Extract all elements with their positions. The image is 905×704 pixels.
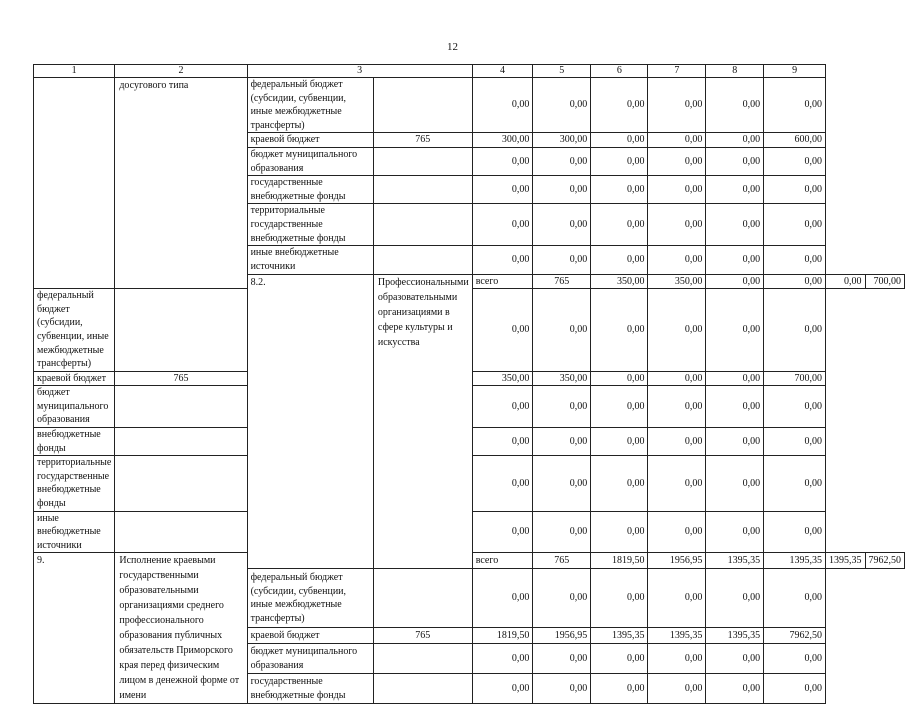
amount-cell: 0,00	[533, 674, 591, 704]
amount-cell: 1956,95	[533, 628, 591, 644]
funding-source: всего	[472, 274, 533, 289]
funding-source: федеральный бюджет (субсидии, субвенции, иные межбюджетные трансферты)	[34, 289, 115, 372]
amount-cell: 0,00	[706, 511, 764, 553]
funding-source: бюджет муниципального образования	[34, 386, 115, 428]
amount-cell: 0,00	[648, 176, 706, 204]
amount-cell: 7962,50	[764, 628, 826, 644]
amount-cell: 0,00	[764, 428, 826, 456]
row-name: досугового типа	[115, 78, 247, 289]
budget-code	[373, 246, 472, 274]
amount-cell: 1819,50	[591, 553, 648, 569]
amount-cell: 350,00	[648, 274, 706, 289]
amount-cell: 300,00	[472, 133, 533, 148]
column-header: 6	[591, 65, 648, 78]
amount-cell: 0,00	[648, 289, 706, 372]
amount-cell: 0,00	[826, 274, 866, 289]
amount-cell: 1819,50	[472, 628, 533, 644]
amount-cell: 0,00	[706, 246, 764, 274]
amount-cell: 0,00	[706, 204, 764, 246]
amount-cell: 1395,35	[826, 553, 866, 569]
amount-cell: 0,00	[648, 371, 706, 386]
amount-cell: 1395,35	[591, 628, 648, 644]
amount-cell: 0,00	[472, 456, 533, 511]
row-number: 8.2.	[247, 274, 373, 569]
amount-cell: 0,00	[533, 456, 591, 511]
budget-code: 765	[115, 371, 247, 386]
amount-cell: 0,00	[472, 569, 533, 628]
amount-cell: 0,00	[764, 78, 826, 133]
amount-cell: 0,00	[648, 147, 706, 175]
amount-cell: 0,00	[591, 428, 648, 456]
amount-cell: 0,00	[764, 643, 826, 673]
amount-cell: 0,00	[764, 274, 826, 289]
table-row	[34, 78, 905, 133]
amount-cell: 0,00	[472, 386, 533, 428]
budget-code: 765	[373, 628, 472, 644]
budget-code	[115, 456, 247, 511]
budget-code	[115, 511, 247, 553]
budget-code	[373, 78, 472, 133]
budget-code	[373, 569, 472, 628]
amount-cell: 0,00	[706, 674, 764, 704]
budget-code	[373, 204, 472, 246]
amount-cell: 700,00	[764, 371, 826, 386]
funding-source: иные внебюджетные источники	[34, 511, 115, 553]
amount-cell: 0,00	[472, 674, 533, 704]
amount-cell: 0,00	[591, 289, 648, 372]
amount-cell: 0,00	[591, 176, 648, 204]
funding-source: государственные внебюджетные фонды	[247, 176, 373, 204]
amount-cell: 300,00	[533, 133, 591, 148]
amount-cell: 0,00	[591, 78, 648, 133]
amount-cell: 0,00	[648, 511, 706, 553]
amount-cell: 0,00	[472, 204, 533, 246]
amount-cell: 0,00	[472, 289, 533, 372]
column-header: 5	[533, 65, 591, 78]
funding-source: федеральный бюджет (субсидии, субвенции, иные межбюджетные трансферты)	[247, 78, 373, 133]
funding-source: краевой бюджет	[247, 133, 373, 148]
funding-source: территориальные государственные внебюджетные фонды	[34, 456, 115, 511]
amount-cell: 0,00	[533, 204, 591, 246]
amount-cell: 1395,35	[706, 628, 764, 644]
column-header: 7	[648, 65, 706, 78]
amount-cell: 0,00	[706, 147, 764, 175]
amount-cell: 0,00	[706, 428, 764, 456]
amount-cell: 0,00	[706, 569, 764, 628]
amount-cell: 0,00	[472, 246, 533, 274]
budget-table	[33, 64, 905, 704]
amount-cell: 0,00	[648, 456, 706, 511]
amount-cell: 0,00	[591, 456, 648, 511]
page-number: 12	[447, 41, 458, 53]
amount-cell: 0,00	[706, 133, 764, 148]
amount-cell: 350,00	[472, 371, 533, 386]
amount-cell: 0,00	[533, 643, 591, 673]
funding-source: бюджет муниципального образования	[247, 643, 373, 673]
column-header: 9	[764, 65, 826, 78]
budget-code	[373, 643, 472, 673]
budget-code	[373, 176, 472, 204]
amount-cell: 600,00	[764, 133, 826, 148]
amount-cell: 0,00	[764, 176, 826, 204]
funding-source: иные внебюджетные источники	[247, 246, 373, 274]
row-number: 9.	[34, 553, 115, 704]
amount-cell: 0,00	[472, 78, 533, 133]
budget-code	[373, 674, 472, 704]
amount-cell: 0,00	[706, 274, 764, 289]
amount-cell: 0,00	[533, 386, 591, 428]
amount-cell: 0,00	[472, 511, 533, 553]
amount-cell: 0,00	[591, 643, 648, 673]
amount-cell: 0,00	[764, 674, 826, 704]
amount-cell: 0,00	[706, 176, 764, 204]
amount-cell: 700,00	[865, 274, 905, 289]
amount-cell: 0,00	[706, 78, 764, 133]
budget-code	[115, 428, 247, 456]
row-number	[34, 78, 115, 289]
amount-cell: 0,00	[533, 78, 591, 133]
table-header-row	[34, 65, 905, 78]
amount-cell: 7962,50	[865, 553, 905, 569]
funding-source: краевой бюджет	[247, 628, 373, 644]
budget-code: 765	[373, 133, 472, 148]
amount-cell: 1956,95	[648, 553, 706, 569]
column-header: 3	[247, 65, 472, 78]
funding-source: бюджет муниципального образования	[247, 147, 373, 175]
amount-cell: 0,00	[591, 147, 648, 175]
amount-cell: 0,00	[706, 386, 764, 428]
column-header: 4	[472, 65, 533, 78]
amount-cell: 0,00	[472, 147, 533, 175]
amount-cell: 0,00	[591, 511, 648, 553]
amount-cell: 0,00	[706, 289, 764, 372]
amount-cell: 0,00	[591, 569, 648, 628]
amount-cell: 0,00	[648, 569, 706, 628]
amount-cell: 0,00	[764, 386, 826, 428]
funding-source: краевой бюджет	[34, 371, 115, 386]
funding-source: внебюджетные фонды	[34, 428, 115, 456]
row-name: Профессиональными образовательными организациями в сфере культуры и искусства	[373, 274, 472, 569]
budget-code: 765	[533, 274, 591, 289]
amount-cell: 0,00	[706, 371, 764, 386]
table-body	[34, 65, 905, 704]
amount-cell: 0,00	[533, 246, 591, 274]
amount-cell: 0,00	[591, 386, 648, 428]
amount-cell: 0,00	[648, 78, 706, 133]
amount-cell: 0,00	[764, 204, 826, 246]
amount-cell: 1395,35	[764, 553, 826, 569]
amount-cell: 0,00	[591, 133, 648, 148]
amount-cell: 0,00	[648, 428, 706, 456]
amount-cell: 0,00	[533, 289, 591, 372]
amount-cell: 0,00	[533, 147, 591, 175]
amount-cell: 0,00	[472, 428, 533, 456]
amount-cell: 0,00	[764, 511, 826, 553]
amount-cell: 0,00	[764, 569, 826, 628]
amount-cell: 350,00	[533, 371, 591, 386]
funding-source: всего	[472, 553, 533, 569]
amount-cell: 0,00	[648, 133, 706, 148]
amount-cell: 0,00	[648, 643, 706, 673]
amount-cell: 0,00	[533, 428, 591, 456]
amount-cell: 350,00	[591, 274, 648, 289]
amount-cell: 0,00	[706, 643, 764, 673]
amount-cell: 0,00	[648, 204, 706, 246]
amount-cell: 0,00	[648, 386, 706, 428]
amount-cell: 0,00	[764, 246, 826, 274]
amount-cell: 0,00	[764, 456, 826, 511]
amount-cell: 0,00	[591, 204, 648, 246]
amount-cell: 1395,35	[706, 553, 764, 569]
amount-cell: 0,00	[764, 289, 826, 372]
column-header: 1	[34, 65, 115, 78]
funding-source: федеральный бюджет (субсидии, субвенции, иные межбюджетные трансферты)	[247, 569, 373, 628]
amount-cell: 1395,35	[648, 628, 706, 644]
amount-cell: 0,00	[648, 246, 706, 274]
budget-code	[115, 386, 247, 428]
amount-cell: 0,00	[472, 176, 533, 204]
amount-cell: 0,00	[533, 511, 591, 553]
amount-cell: 0,00	[591, 246, 648, 274]
row-name: Исполнение краевыми государственными образовательными организациями среднего профессионального образования публичных обязательств Приморского края перед физическим лицом в денежной форме от имени	[115, 553, 247, 704]
amount-cell: 0,00	[591, 371, 648, 386]
budget-code	[115, 289, 247, 372]
budget-code	[373, 147, 472, 175]
funding-source: территориальные государственные внебюджетные фонды	[247, 204, 373, 246]
column-header: 2	[115, 65, 247, 78]
amount-cell: 0,00	[472, 643, 533, 673]
amount-cell: 0,00	[764, 147, 826, 175]
amount-cell: 0,00	[533, 176, 591, 204]
budget-code: 765	[533, 553, 591, 569]
column-header: 8	[706, 65, 764, 78]
amount-cell: 0,00	[533, 569, 591, 628]
amount-cell: 0,00	[648, 674, 706, 704]
amount-cell: 0,00	[706, 456, 764, 511]
funding-source: государственные внебюджетные фонды	[247, 674, 373, 704]
amount-cell: 0,00	[591, 674, 648, 704]
